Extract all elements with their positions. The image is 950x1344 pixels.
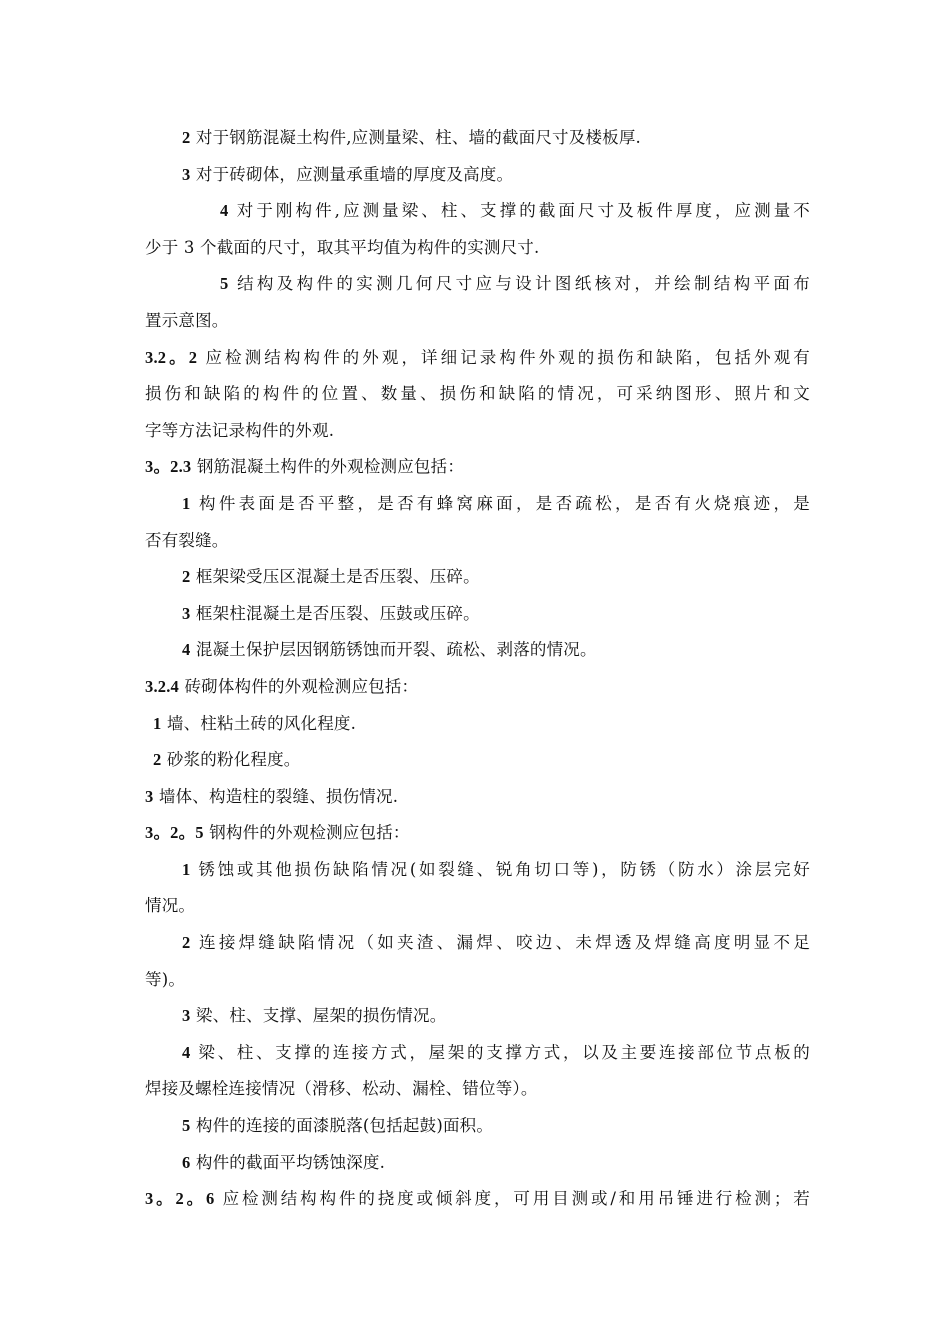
document-body [145, 120, 810, 1218]
paragraph-line: 少于 3 个截面的尺寸，取其平均值为构件的实测尺寸. [145, 237, 540, 257]
paragraph-line: 5 构件的连接的面漆脱落(包括起鼓)面积。 [182, 1116, 494, 1136]
paragraph-line: 4 梁、柱、支撑的连接方式，屋架的支撑方式，以及主要连接部位节点板的 [182, 1042, 810, 1062]
paragraph-line: 3 框架柱混凝土是否压裂、压鼓或压碎。 [182, 603, 480, 623]
section-heading-line: 3。2.3 钢筋混凝土构件的外观检测应包括： [145, 457, 465, 477]
section-heading-line: 3.2。2 应检测结构构件的外观，详细记录构件外观的损伤和缺陷，包括外观有 [145, 347, 810, 367]
paragraph-line: 3 梁、柱、支撑、屋架的损伤情况。 [182, 1006, 447, 1026]
paragraph-line: 字等方法记录构件的外观. [145, 420, 335, 440]
section-heading-line: 3。2。6 应检测结构构件的挠度或倾斜度，可用目测或/和用吊锤进行检测；若 [145, 1189, 810, 1209]
paragraph-line: 焊接及螺栓连接情况（滑移、松动、漏栓、错位等）。 [145, 1079, 538, 1099]
paragraph-line: 2 框架梁受压区混凝土是否压裂、压碎。 [182, 567, 480, 587]
paragraph-line: 2 连接焊缝缺陷情况（如夹渣、漏焊、咬边、未焊透及焊缝高度明显不足 [182, 933, 810, 953]
paragraph-line: 否有裂缝。 [145, 530, 229, 550]
paragraph-line: 1 墙、柱粘土砖的风化程度. [153, 713, 357, 733]
paragraph-line: 1 构件表面是否平整，是否有蜂窝麻面，是否疏松，是否有火烧痕迹，是 [182, 493, 810, 513]
paragraph-line: 1 锈蚀或其他损伤缺陷情况(如裂缝、锐角切口等)，防锈（防水）涂层完好 [182, 859, 810, 879]
paragraph-line: 4 混凝土保护层因钢筋锈蚀而开裂、疏松、剥落的情况。 [182, 640, 597, 660]
section-heading-line: 3。2。5 钢构件的外观检测应包括： [145, 823, 410, 843]
paragraph-line: 等)。 [145, 969, 186, 989]
paragraph-line: 3 墙体、构造柱的裂缝、损伤情况. [145, 786, 399, 806]
paragraph-line: 损伤和缺陷的构件的位置、数量、损伤和缺陷的情况，可采纳图形、照片和文 [145, 384, 810, 404]
paragraph-line: 情况。 [145, 896, 196, 916]
paragraph-line: 置示意图。 [145, 310, 229, 330]
paragraph-line: 3 对于砖砌体，应测量承重墙的厚度及高度。 [182, 164, 514, 184]
paragraph-line: 5 结构及构件的实测几何尺寸应与设计图纸核对，并绘制结构平面布 [220, 274, 810, 294]
paragraph-line: 6 构件的截面平均锈蚀深度. [182, 1152, 386, 1172]
paragraph-line: 2 对于钢筋混凝土构件,应测量梁、柱、墙的截面尺寸及楼板厚. [182, 128, 641, 147]
paragraph-line: 4 对于刚构件,应测量梁、柱、支撑的截面尺寸及板件厚度，应测量不 [220, 201, 810, 221]
section-heading-line: 3.2.4 砖砌体构件的外观检测应包括： [145, 676, 419, 696]
paragraph-line: 2 砂浆的粉化程度。 [153, 750, 301, 770]
